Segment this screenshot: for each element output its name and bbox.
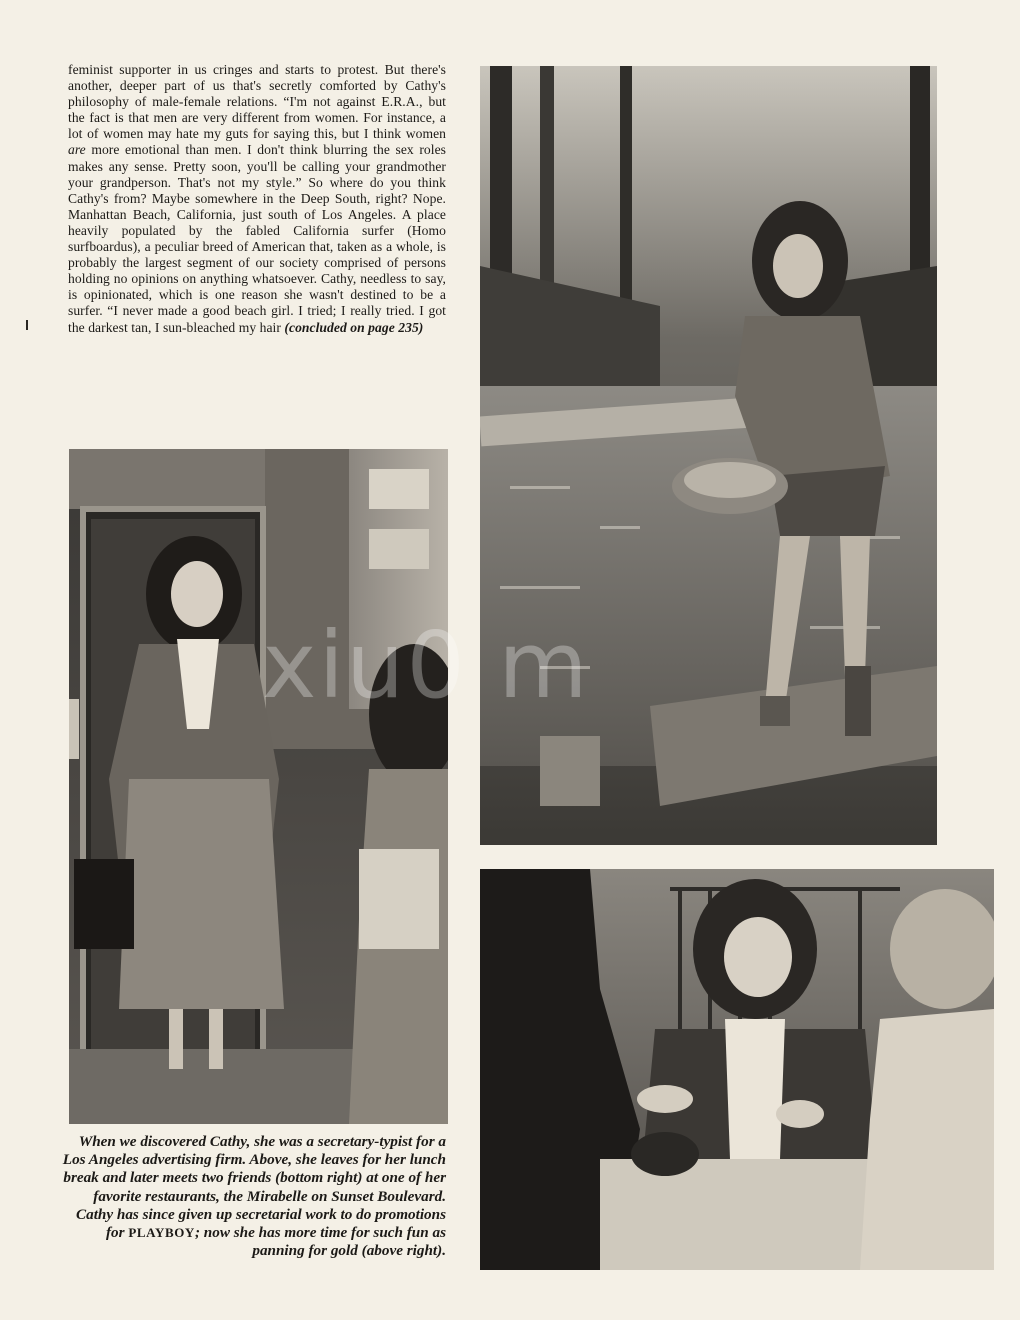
photo-cafe-image: [480, 869, 994, 1270]
article-text-part-1: feminist supporter in us cringes and starts to protest. But there's another, deeper part of us that's secretly comforted by Cathy's philosophy of male-female relations. “I'm not against E.R.A., but the fact is that men are very different from women. For instance, a lot of women may hate my guts for saying this, but I think women: [68, 62, 446, 142]
article-paragraph: [68, 62, 446, 336]
caption-text-part-1: When we discovered Cathy, she was a secretary-typist for a Los Angeles advertising firm. Above, she leaves for her lunch break and later meets two friends (bottom right) at one of her favorite restaurants, the Mirabelle on Sunset Boulevard. Cathy has since given up secretarial work to do promotions for: [62, 1133, 446, 1242]
photo-office-image: [69, 449, 448, 1124]
article-body-text: [68, 62, 446, 336]
caption-brand-name: PLAYBOY: [128, 1225, 195, 1241]
photo-caption: [62, 1133, 446, 1260]
article-text-part-2: more emotional than men. I don't think blurring the sex roles makes any sense. Pretty soon, you'll be calling your grandmother your grandperson. That's not my style.” So where do you think Cathy's from? Maybe somewhere in the Deep South, right? Nope. Manhattan Beach, California, just south of Los Angeles. A place heavily populated by the fabled California surfer (Homo surfboardus), a peculiar breed of American that, taken as a whole, is probably the largest segment of our society comprised of persons holding no opinions on anything whatsoever. Cathy, needless to say, is opinionated, which is one reason she wasn't destined to be a surfer. “I never made a good beach girl. I tried; I really tried. I got the darkest tan, I sun-bleached my hair: [68, 142, 446, 335]
article-emphasis: are: [68, 142, 86, 158]
photo-office-lunch-break: [69, 449, 448, 1124]
watermark-text: xiu0 m: [262, 612, 590, 719]
margin-mark: [26, 320, 28, 330]
continuation-note: (concluded on page 235): [284, 319, 424, 335]
photo-river-image: [480, 66, 937, 845]
photo-panning-for-gold: [480, 66, 937, 845]
caption-text-part-2: ; now she has more time for such fun as panning for gold (above right).: [194, 1224, 446, 1260]
photo-restaurant-friends: [480, 869, 994, 1270]
